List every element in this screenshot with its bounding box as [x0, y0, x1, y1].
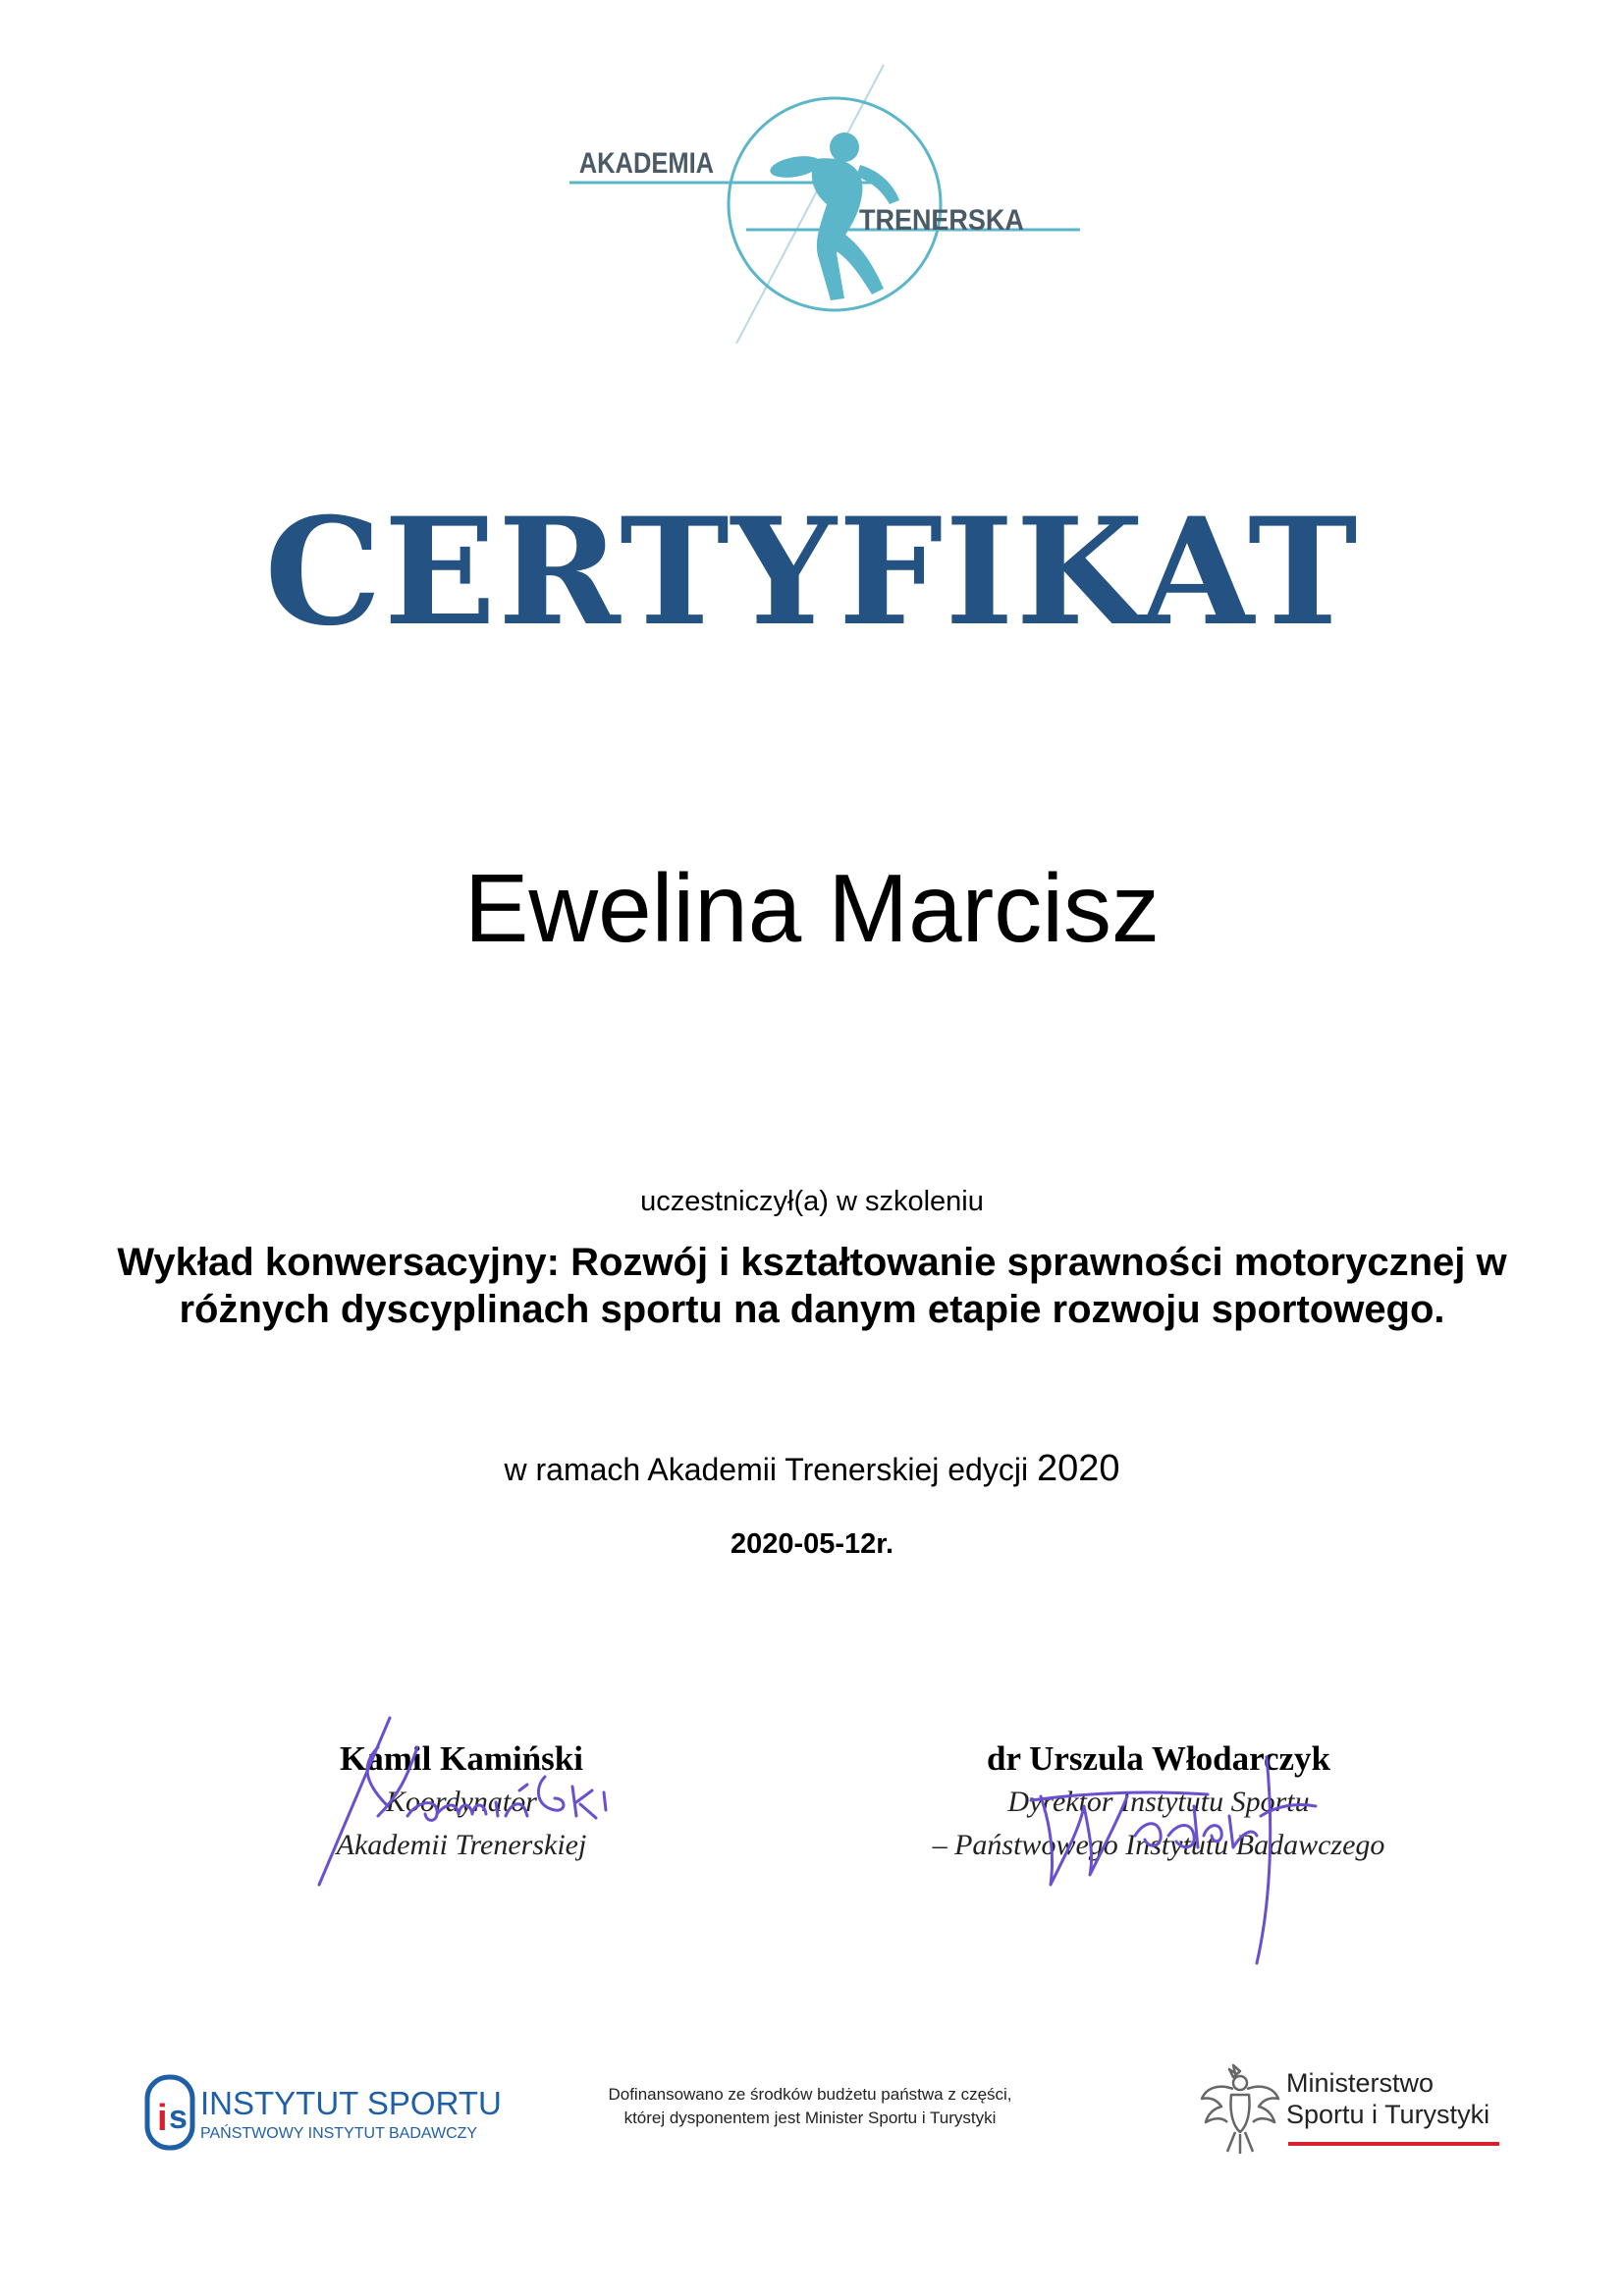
certificate-date: 2020-05-12r. — [730, 1528, 894, 1560]
edition-prefix: w ramach Akademii Trenerskiej edycji — [504, 1452, 1029, 1487]
signer-right-role-1: Dyrektor Instytutu Sportu — [1007, 1786, 1310, 1818]
funding-note — [550, 2083, 1070, 2130]
participant-name: Ewelina Marcisz — [464, 854, 1160, 962]
course-title — [79, 1239, 1545, 1333]
svg-text:i: i — [157, 2098, 168, 2139]
participation-text: uczestniczył(a) w szkoleniu — [640, 1186, 984, 1217]
svg-text:s: s — [169, 2099, 188, 2136]
instytut-sportu-logo — [145, 2073, 502, 2152]
akademia-trenerska-logo — [550, 57, 1100, 351]
signer-right-role-2: – Państwowego Instytutu Badawczego — [932, 1829, 1385, 1861]
certificate-title: CERTYFIKAT — [264, 486, 1360, 659]
signer-left-name: Kamil Kamiński — [340, 1739, 583, 1778]
course-title-line-1: Wykład konwersacyjny: Rozwój i kształtowanie sprawności motorycznej w — [117, 1241, 1507, 1284]
edition-year: 2020 — [1036, 1448, 1120, 1489]
ministry-name-line-2: Sportu i Turystyki — [1286, 2100, 1490, 2129]
eagle-emblem-icon — [1198, 2059, 1282, 2158]
signer-right — [864, 1737, 1453, 1867]
institute-subtitle: PAŃSTWOWY INSTYTUT BADAWCZY — [200, 2125, 478, 2142]
course-title-line-2: różnych dyscyplinach sportu na danym etapie rozwoju sportowego. — [179, 1288, 1445, 1331]
funding-note-line-1: Dofinansowano ze środków budżetu państwa z części, — [608, 2085, 1012, 2104]
funding-note-line-2: której dysponentem jest Minister Sportu i Turystyki — [623, 2109, 997, 2127]
ministry-logo — [1198, 2059, 1512, 2158]
ministry-name-line-1: Ministerstwo — [1286, 2068, 1435, 2098]
signer-right-name: dr Urszula Włodarczyk — [986, 1739, 1331, 1778]
institute-name: INSTYTUT SPORTU — [200, 2085, 502, 2121]
ministry-red-underline — [1288, 2142, 1499, 2146]
signer-left-role-1: Koordynator — [386, 1786, 537, 1818]
signer-left — [265, 1737, 658, 1867]
logo-right-word: TRENERSKA — [859, 203, 1024, 238]
logo-left-word: AKADEMIA — [578, 146, 715, 180]
edition-text — [0, 1448, 1624, 1490]
signer-left-role-2: Akademii Trenerskiej — [336, 1829, 587, 1861]
